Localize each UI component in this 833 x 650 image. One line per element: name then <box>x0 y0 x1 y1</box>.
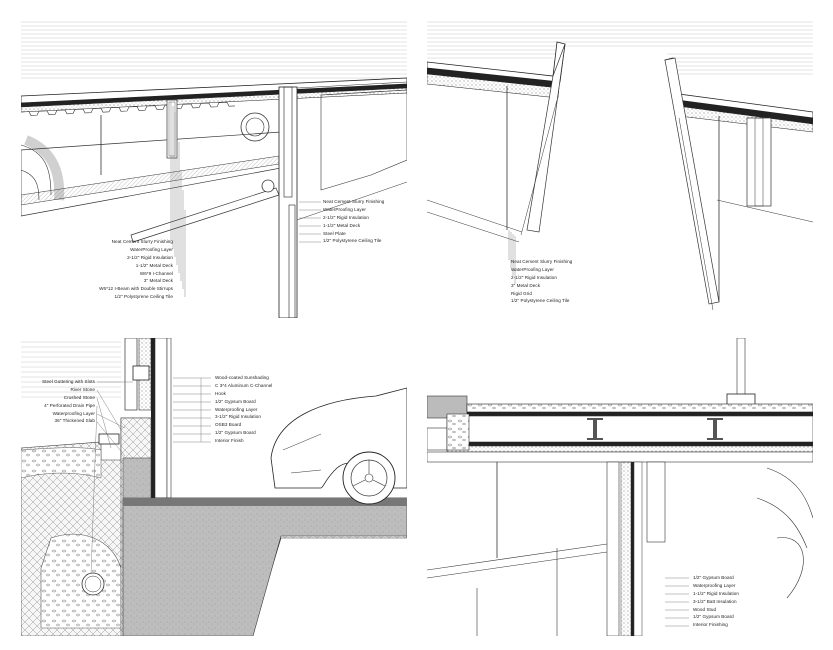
callout-label: WaterProofing Layer <box>323 206 366 212</box>
callout-label: 3" Metal Deck <box>511 282 541 288</box>
callout-label: Waterproofing Layer <box>693 582 736 588</box>
roof-truss-callouts-right <box>323 198 407 245</box>
callout-label: Rigid Grid <box>511 290 532 296</box>
callout-label: Interior Finish <box>215 438 244 444</box>
callout-label: 1-1/2" Metal Deck <box>135 262 173 268</box>
roof-truss-callouts-left <box>61 238 173 301</box>
callout-label: WaterProofing Layer <box>130 246 173 252</box>
callout-label: Waterproofing Layer <box>215 406 258 412</box>
callout-label: 1-1/2" Metal Deck <box>323 222 361 228</box>
foundation-callouts-right <box>215 374 311 445</box>
callout-label: Steel Guttering with Slots <box>42 379 95 384</box>
callout-label: 2-1/2" Rigid Insulation <box>511 274 557 280</box>
callout-label: 1/2" Polystyrene Ceiling Tile <box>114 294 173 300</box>
callout-label: 1/2" Gypsum Board <box>693 575 734 580</box>
callout-label: 1/2" Gypsum Board <box>693 614 734 620</box>
foundation-callouts-left <box>21 378 95 425</box>
callout-label: OSB3 Board <box>215 422 242 428</box>
callout-label: C 3*4 Aluminum C-Channel <box>215 382 273 388</box>
foundation-garage-detail <box>21 338 407 636</box>
callout-label: Interior Finishing <box>693 622 728 628</box>
callout-label: 3" Metal Deck <box>143 278 173 284</box>
callout-label: 3-1/2" Batt Insulation <box>693 598 737 604</box>
floor-wall-junction-detail <box>427 338 813 636</box>
callout-label: Crushed Stone <box>63 394 95 400</box>
callout-label: 1/2" Polystyrene Ceiling Tile <box>511 298 570 304</box>
callout-label: 1/2" Gypsum Board <box>215 398 256 404</box>
callout-label: Waterproofing Layer <box>52 410 95 416</box>
callout-label: Neat Cement Slurry Finishing <box>511 259 573 264</box>
callout-label: 2-1/2" Rigid Insulation <box>323 214 369 220</box>
callout-label: 36" Thickened Slab <box>54 418 95 424</box>
callout-label: Wood Stud <box>693 606 717 612</box>
callout-label: WaterProofing Layer <box>511 266 554 272</box>
callout-label: W6*9 I-Channel <box>139 270 173 276</box>
skylight-callouts <box>511 258 621 305</box>
callout-label: Neat Cement Slurry Finishing <box>323 199 385 204</box>
callout-label: W6*12 I-Beam with Double Stirrups <box>99 286 173 292</box>
callout-label: 2-1/2" Rigid Insulation <box>127 254 173 260</box>
callout-label: 1/2" Gypsum Board <box>215 430 256 436</box>
roof-truss-detail <box>21 20 407 318</box>
callout-label: Hook <box>215 390 226 396</box>
callout-label: River Stone <box>70 386 95 392</box>
callout-label: Steel Plate <box>323 230 346 236</box>
callout-label: Wood-coated Sunshading <box>215 375 269 380</box>
callout-label: 1-1/2" Rigid Insulation <box>693 590 739 596</box>
callout-label: 3-1/2" Rigid Insulation <box>215 414 261 420</box>
callout-label: 1/2" Polystyrene Ceiling Tile <box>323 238 382 244</box>
floor-wall-callouts <box>693 574 793 629</box>
callout-label: 4" Perforated Drain Pipe <box>44 402 95 408</box>
skylight-opening-detail <box>427 20 813 318</box>
callout-label: Neat Cement Slurry Finishing <box>111 239 173 244</box>
